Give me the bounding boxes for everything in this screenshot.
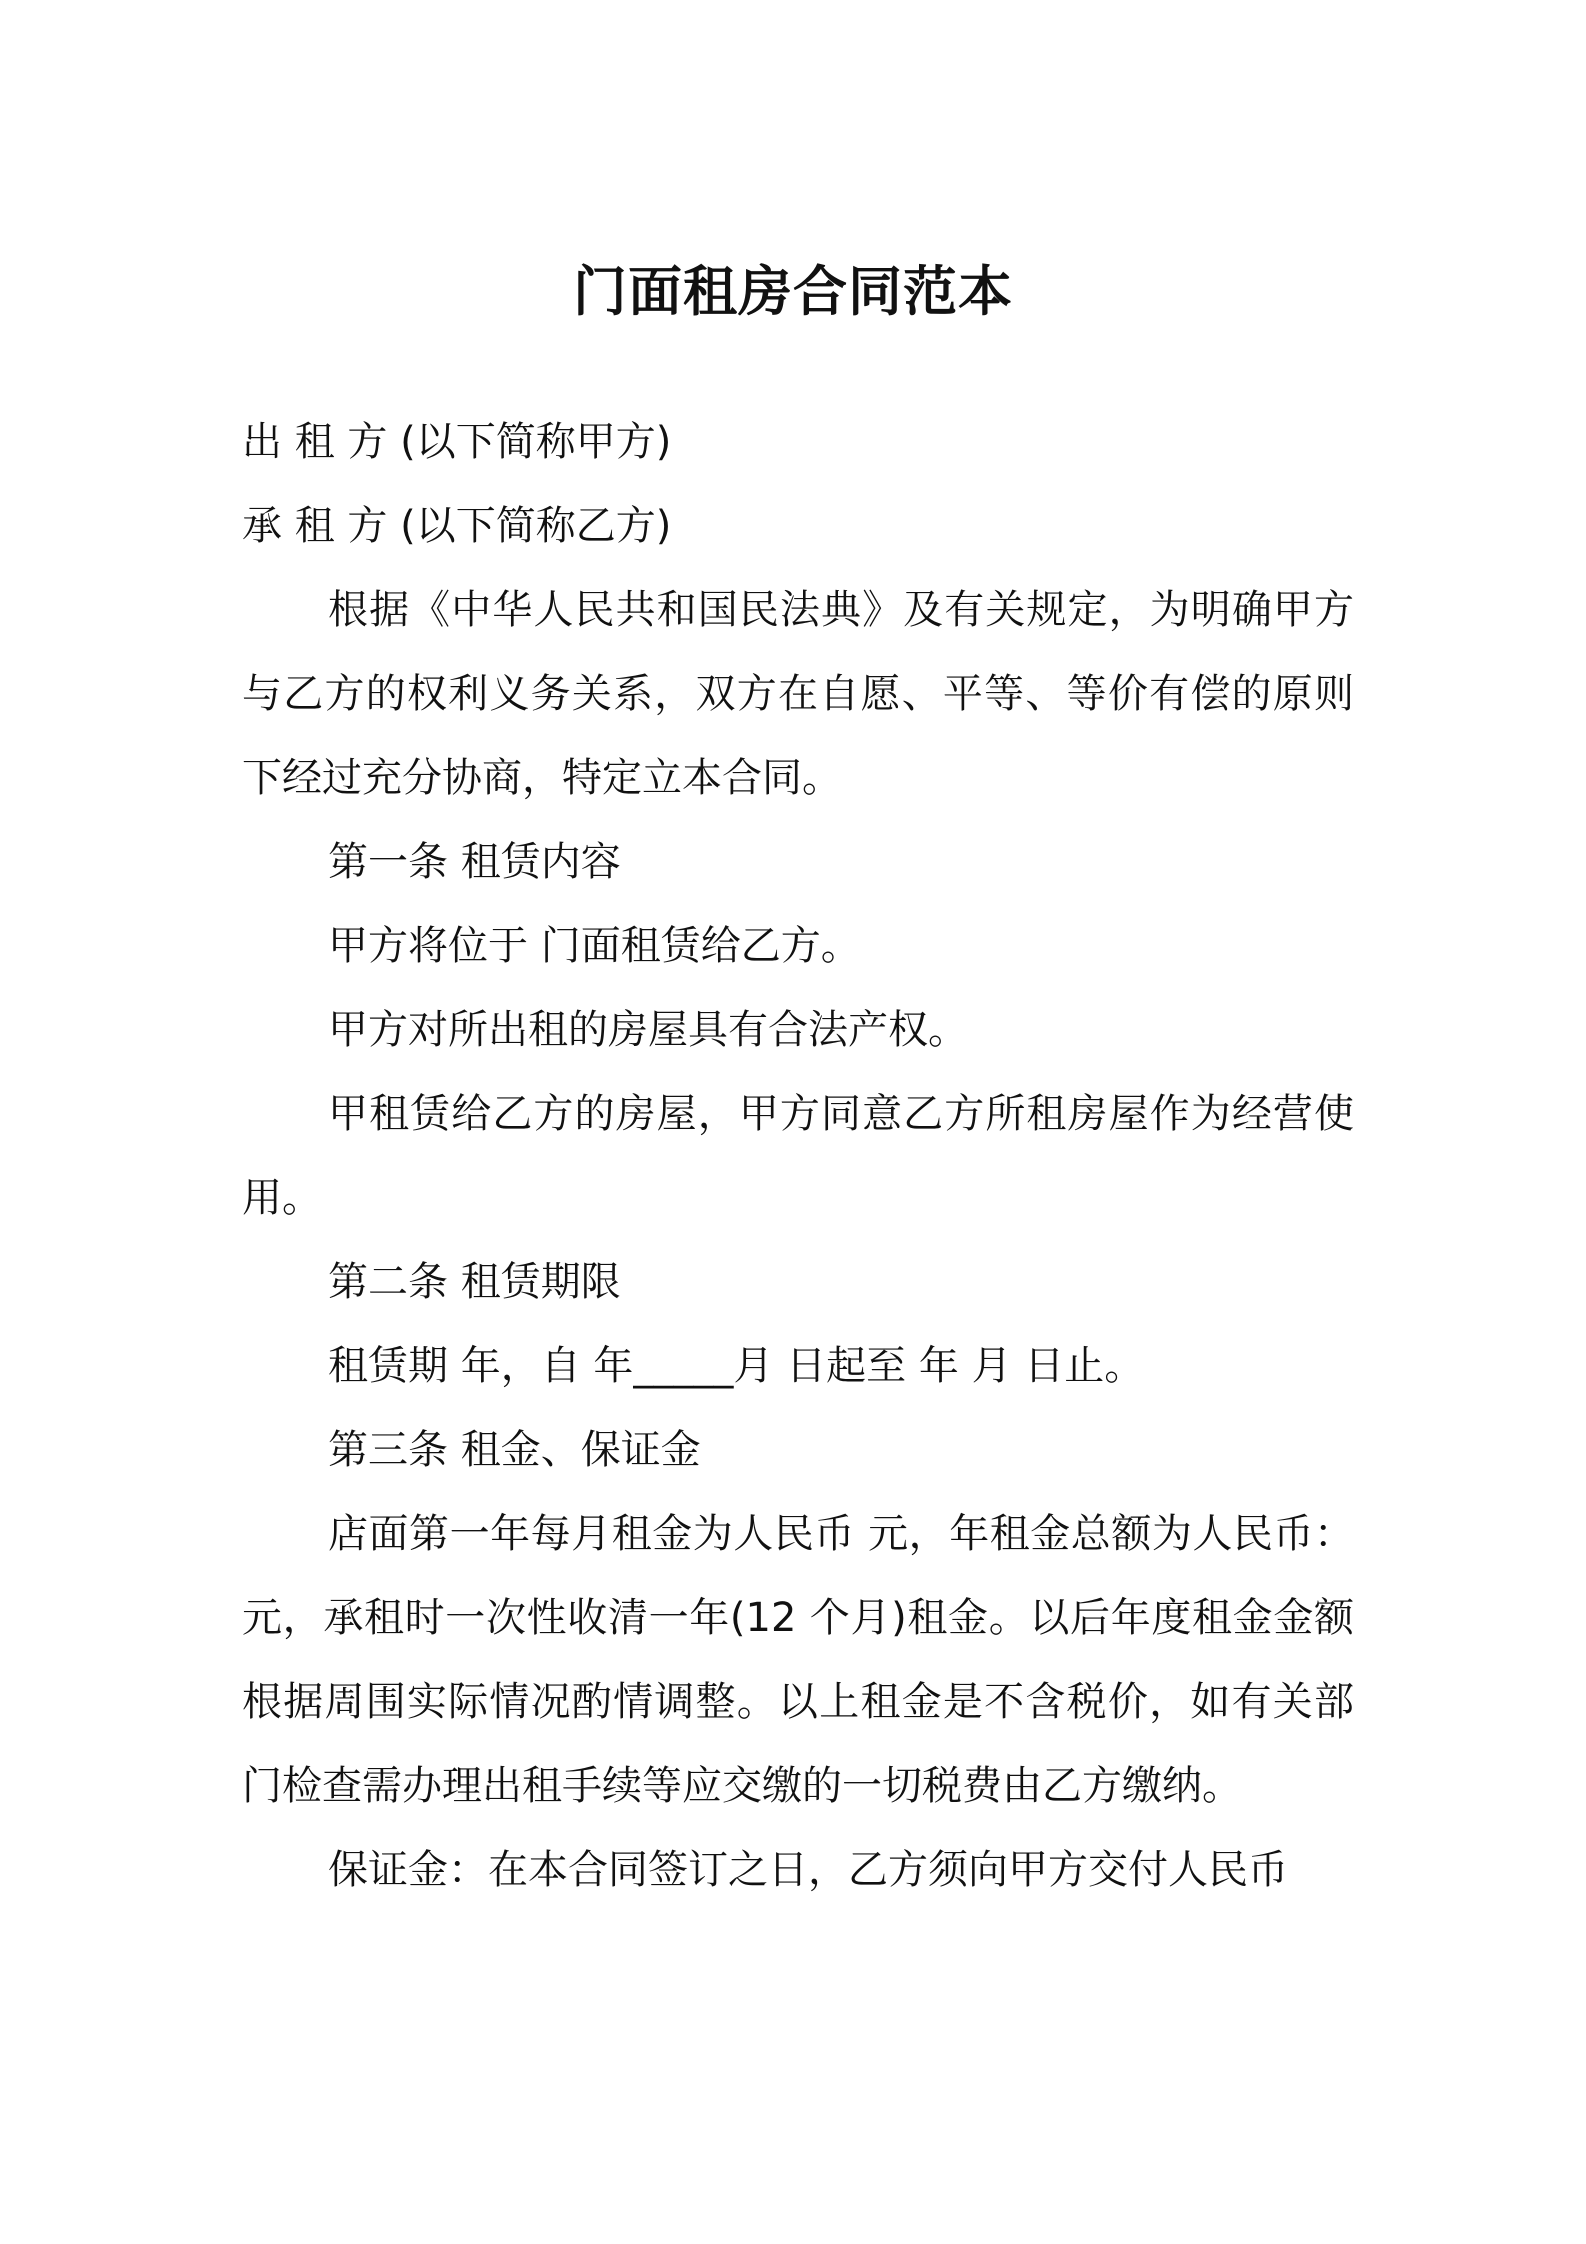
article-3-paragraph-2: 保证金：在本合同签订之日，乙方须向甲方交付人民币 — [328, 1847, 1288, 1893]
article-3-heading: 第三条 租金、保证金 — [328, 1427, 701, 1473]
document-body — [242, 400, 1354, 1912]
lessor-note: (以下简称甲方) — [400, 419, 672, 465]
intro-paragraph: 根据《中华人民共和国民法典》及有关规定，为明确甲方与乙方的权利义务关系，双方在自愿、平等、等价有偿的原则下经过充分协商，特定立本合同。 — [242, 587, 1354, 801]
lessor-label: 出 租 方 — [242, 419, 388, 465]
article-1-heading: 第一条 租赁内容 — [328, 839, 621, 885]
lessee-line — [242, 484, 1354, 568]
lessee-label: 承 租 方 — [242, 503, 388, 549]
article-1-paragraph-3: 甲租赁给乙方的房屋，甲方同意乙方所租房屋作为经营使用。 — [242, 1091, 1354, 1221]
article-3-paragraph-1: 店面第一年每月租金为人民币 元，年租金总额为人民币： 元，承租时一次性收清一年(12 个月)租金。以后年度租金金额根据周围实际情况酌情调整。以上租金是不含税价，如有关部门检查需办理出租手续等应交缴的一切税费由乙方缴纳。 — [242, 1511, 1354, 1809]
lessee-note: (以下简称乙方) — [400, 503, 672, 549]
article-2-paragraph-1: 租赁期 年，自 年_____月 日起至 年 月 日止。 — [328, 1343, 1145, 1389]
article-2-heading: 第二条 租赁期限 — [328, 1259, 621, 1305]
lessor-line — [242, 400, 1354, 484]
document-title: 门面租房合同范本 — [573, 260, 1013, 323]
article-1-paragraph-2: 甲方对所出租的房屋具有合法产权。 — [328, 1007, 968, 1053]
article-1-paragraph-1: 甲方将位于 门面租赁给乙方。 — [328, 923, 861, 969]
